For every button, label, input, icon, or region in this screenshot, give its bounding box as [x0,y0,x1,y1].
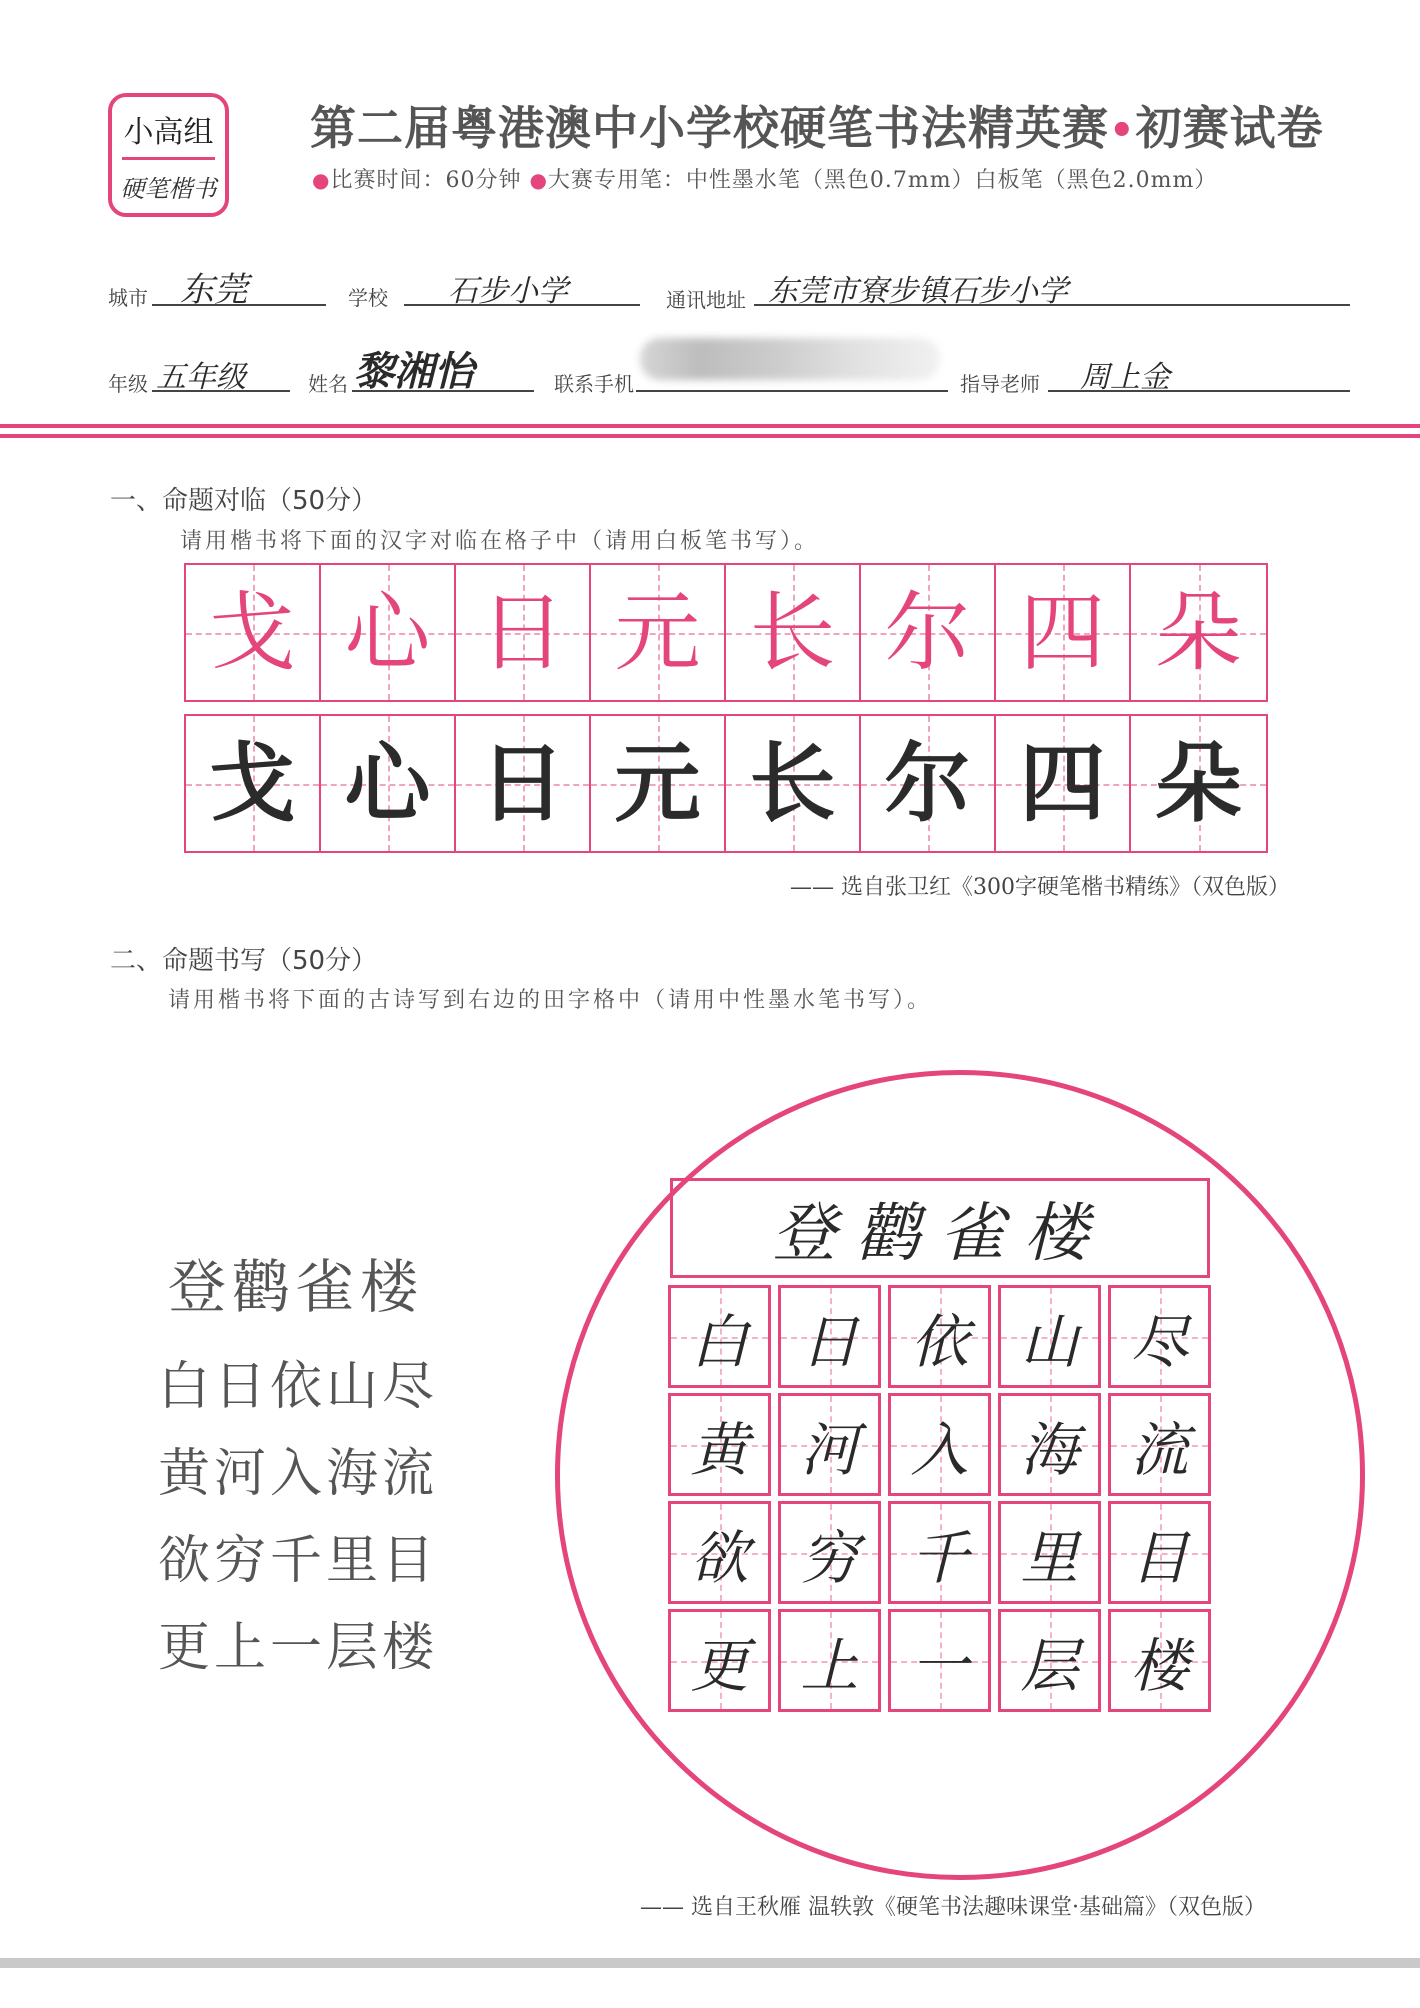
poem-written-char: 流 [1130,1415,1189,1484]
model-char: 戈 [209,582,296,683]
model-char: 朵 [1155,582,1242,683]
poem-written-char: 河 [800,1415,859,1484]
poem-written-char: 欲 [690,1523,749,1592]
poem-cell[interactable] [998,1393,1101,1496]
exam-pens: 大赛专用笔：中性墨水笔（黑色0.7mm）白板笔（黑色2.0mm） [547,168,1218,193]
model-cell [186,565,321,700]
answer-cell[interactable] [996,716,1131,851]
city-value[interactable]: 东莞 [180,270,248,310]
section1-heading: 一、命题对临（50分） [110,486,378,516]
poem-cell[interactable] [668,1609,771,1712]
poem-cell[interactable] [1108,1285,1211,1388]
teacher-value[interactable]: 周上金 [1080,360,1170,395]
model-cell [726,565,861,700]
answer-cell[interactable] [726,716,861,851]
written-char: 日 [479,733,566,834]
model-char-grid [184,563,1268,702]
section2-instruction: 请用楷书将下面的古诗写到右边的田字格中（请用中性墨水笔书写）。 [168,988,933,1013]
poem-written-char: 里 [1020,1523,1079,1592]
school-label: 学校 [348,286,388,310]
exam-time: 比赛时间：60分钟 [330,168,522,193]
poem-written-char: 尽 [1130,1307,1189,1376]
poem-written-char: 依 [910,1307,969,1376]
poem-cell[interactable] [778,1609,881,1712]
poem-written-char: 黄 [690,1415,749,1484]
poem-written-char: 上 [800,1631,859,1700]
poem-written-char: 更 [690,1631,749,1700]
model-cell [996,565,1131,700]
written-char: 朵 [1155,733,1242,834]
answer-cell[interactable] [186,716,321,851]
poem-cell[interactable] [888,1609,991,1712]
poem-line: 欲穷千里目 [158,1531,439,1591]
group-badge-top: 小高组 [123,115,214,150]
group-badge [108,93,229,217]
teacher-label: 指导老师 [960,372,1040,396]
poem-written-char: 穷 [800,1523,859,1592]
poem-written-char: 千 [910,1523,969,1592]
divider [0,424,1420,428]
written-title: 登鹳雀楼 [772,1197,1108,1271]
poem-cell[interactable] [998,1285,1101,1388]
grade-value[interactable]: 五年级 [156,360,246,395]
title-suffix: 初赛试卷 [1135,101,1324,155]
poem-cell[interactable] [778,1285,881,1388]
poem-line: 更上一层楼 [158,1618,439,1678]
badge-divider [122,157,215,160]
poem-cell[interactable] [668,1393,771,1496]
written-char: 戈 [209,733,296,834]
model-cell [321,565,456,700]
poem-cell[interactable] [1108,1609,1211,1712]
poem-cell[interactable] [888,1285,991,1388]
footer-bar [0,1958,1420,1968]
model-char: 尔 [884,582,971,683]
grade-label: 年级 [108,372,148,396]
written-char: 长 [749,733,836,834]
section1-instruction: 请用楷书将下面的汉字对临在格子中（请用白板笔书写）。 [180,529,820,554]
poem-line: 黄河入海流 [158,1444,439,1504]
divider [0,434,1420,438]
answer-cell[interactable] [456,716,591,851]
name-value[interactable]: 黎湘怡 [354,348,474,395]
model-char: 元 [614,582,701,683]
phone-label: 联系手机 [554,372,634,396]
bullet-icon: ● [312,168,331,192]
school-value[interactable]: 石步小学 [448,274,568,309]
written-char: 四 [1019,733,1106,834]
poem-cell[interactable] [1108,1501,1211,1604]
poem-written-char: 层 [1020,1631,1079,1700]
answer-cell[interactable] [321,716,456,851]
poem-answer-grid[interactable] [668,1285,1213,1712]
bullet-icon: ● [529,168,548,192]
answer-cell[interactable] [591,716,726,851]
poem-written-char: 一 [910,1631,969,1700]
poem-written-char: 山 [1020,1307,1079,1376]
name-label: 姓名 [308,372,348,396]
poem-title: 登鹳雀楼 [168,1253,425,1321]
section2-source: —— 选自王秋雁 温轶敦《硬笔书法趣味课堂·基础篇》（双色版） [640,1895,1266,1920]
exam-info [312,163,1217,194]
title-dot: • [1109,108,1136,154]
poem-written-char: 楼 [1130,1631,1189,1700]
poem-cell[interactable] [998,1501,1101,1604]
model-char: 心 [344,582,431,683]
section2-heading: 二、命题书写（50分） [110,946,378,976]
poem-written-char: 日 [800,1307,859,1376]
phone-line [636,390,948,392]
poem-cell[interactable] [778,1501,881,1604]
model-char: 四 [1019,582,1106,683]
answer-cell[interactable] [861,716,996,851]
model-cell [1131,565,1266,700]
model-cell [591,565,726,700]
poem-cell[interactable] [998,1609,1101,1712]
poem-cell[interactable] [1108,1393,1211,1496]
written-char: 心 [344,733,431,834]
written-char: 元 [614,733,701,834]
poem-cell[interactable] [668,1501,771,1604]
model-cell [456,565,591,700]
written-char: 尔 [884,733,971,834]
city-label: 城市 [108,286,148,310]
poem-cell[interactable] [778,1393,881,1496]
poem-written-char: 海 [1020,1415,1079,1484]
phone-redacted [640,338,940,380]
address-label: 通讯地址 [666,288,746,312]
answer-char-grid[interactable] [184,714,1268,853]
section1-source: —— 选自张卫红《300字硬笔楷书精练》（双色版） [790,875,1290,900]
answer-cell[interactable] [1131,716,1266,851]
address-value[interactable]: 东莞市寮步镇石步小学 [768,274,1068,309]
model-char: 长 [749,582,836,683]
group-badge-bottom: 硬笔楷书 [120,175,217,203]
poem-cell[interactable] [888,1393,991,1496]
page-title [310,92,1360,158]
poem-written-char: 白 [690,1307,749,1376]
poem-model [158,1240,478,1680]
poem-line: 白日依山尽 [158,1357,439,1417]
written-title-box[interactable] [670,1178,1210,1278]
title-main: 第二届粤港澳中小学校硬笔书法精英赛 [310,101,1109,155]
poem-written-char: 入 [910,1415,969,1484]
poem-cell[interactable] [668,1285,771,1388]
model-char: 日 [479,582,566,683]
poem-cell[interactable] [888,1501,991,1604]
poem-written-char: 目 [1130,1523,1189,1592]
model-cell [861,565,996,700]
